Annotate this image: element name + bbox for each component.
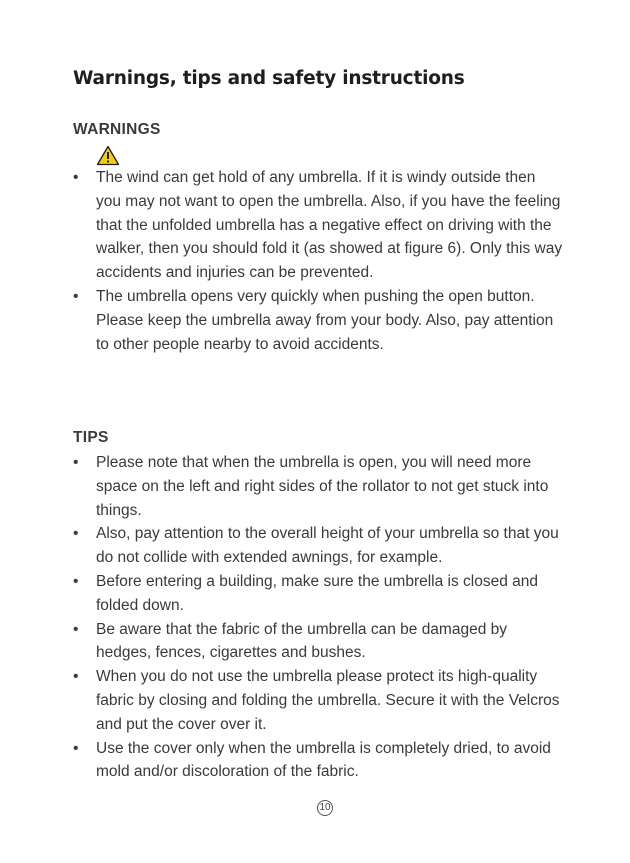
tip-item-text: Before entering a building, make sure the umbrella is closed and folded down. — [96, 572, 539, 614]
page-title: Warnings, tips and safety instructions — [73, 68, 465, 89]
bullet-dot-icon: • — [73, 454, 79, 471]
tip-item — [73, 737, 563, 785]
tip-item — [73, 618, 563, 666]
warning-item-text: The umbrella opens very quickly when pushing the open button. Please keep the umbrella away from your body. Also, pay attention to other people nearby to avoid accidents. — [96, 287, 554, 353]
bullet-dot-icon: • — [73, 525, 79, 543]
tip-item — [73, 451, 563, 522]
warnings-heading: WARNINGS — [73, 121, 161, 138]
tip-item-text: When you do not use the umbrella please protect its high-quality fabric by closing and folding the umbrella. Secure it with the Velcros and put the cover over it. — [96, 668, 560, 733]
bullet-dot-icon: • — [73, 668, 79, 686]
tip-item — [73, 665, 563, 736]
warning-triangle-icon — [96, 145, 120, 166]
warning-item — [73, 285, 563, 356]
tip-item — [73, 570, 563, 618]
bullet-dot-icon: • — [73, 287, 79, 305]
warnings-list — [73, 166, 563, 356]
tip-item — [73, 522, 563, 570]
bullet-dot-icon: • — [73, 572, 79, 590]
tips-list — [73, 451, 563, 784]
bullet-dot-icon: • — [73, 739, 79, 757]
warning-item-text: The wind can get hold of any umbrella. If it is windy outside then you may not want to open the umbrella. Also, if you have the feeling that the unfolded umbrella has a negative effect on driving with the walker, then you should fold it (as showed at figure 6). Only this way accidents and injuries can be prevented. — [96, 169, 563, 282]
bullet-dot-icon: • — [73, 620, 79, 638]
bullet-dot-icon: • — [73, 169, 79, 186]
warning-item — [73, 166, 563, 285]
tips-heading: TIPS — [73, 429, 109, 446]
tip-item-text: Also, pay attention to the overall height of your umbrella so that you do not collide with extended awnings, for example. — [96, 525, 559, 567]
page-number: 10 — [317, 800, 333, 816]
tip-item-text: Be aware that the fabric of the umbrella can be damaged by hedges, fences, cigarettes and bushes. — [96, 620, 507, 662]
tip-item-text: Use the cover only when the umbrella is completely dried, to avoid mold and/or discoloration of the fabric. — [96, 739, 551, 781]
tip-item-text: Please note that when the umbrella is open, you will need more space on the left and right sides of the rollator to not get stuck into things. — [96, 454, 549, 519]
